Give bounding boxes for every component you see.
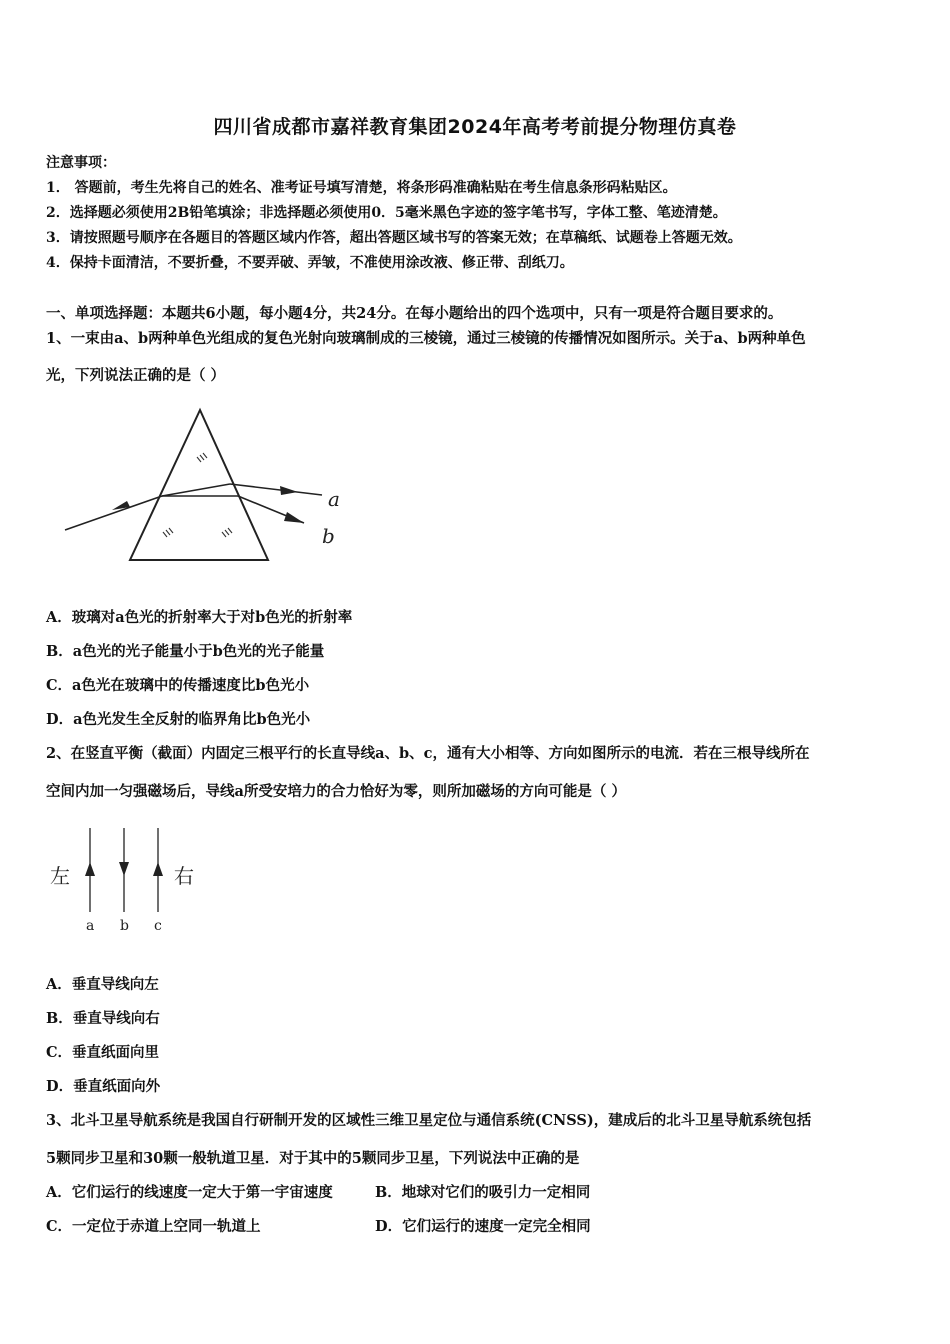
question-2-line-1: 2、在竖直平衡（截面）内固定三根平行的长直导线a、b、c，通有大小相等、方向如图所示的电流．若在三根导线所在 (46, 745, 810, 762)
question-1-line-2: 光，下列说法正确的是（ ） (46, 367, 226, 384)
q1-option-b: B．a色光的光子能量小于b色光的光子能量 (46, 643, 325, 660)
q1-option-c: C．a色光在玻璃中的传播速度比b色光小 (46, 677, 310, 694)
notice-item: 1． 答题前，考生先将自己的姓名、准考证号填写清楚，将条形码准确粘贴在考生信息条形码粘贴区。 (46, 180, 677, 196)
q3-option-a: A．它们运行的线速度一定大于第一宇宙速度 (46, 1184, 333, 1201)
question-3-line-1: 3、北斗卫星导航系统是我国自行研制开发的区域性三维卫星定位与通信系统(CNSS)，建成后的北斗卫星导航系统包括 (46, 1112, 812, 1129)
notice-item: 3．请按照题号顺序在各题目的答题区域内作答，超出答题区域书写的答案无效；在草稿纸、试题卷上答题无效。 (46, 230, 742, 246)
question-1-line-1: 1、一束由a、b两种单色光组成的复色光射向玻璃制成的三棱镜，通过三棱镜的传播情况如图所示。关于a、b两种单色 (46, 330, 806, 347)
notice-item: 2．选择题必须使用2B铅笔填涂；非选择题必须使用0．5毫米黑色字迹的签字笔书写，字体工整、笔迹清楚。 (46, 205, 727, 221)
right-label: 右 (174, 864, 194, 888)
left-label: 左 (50, 864, 70, 888)
wire-label-b: b (120, 918, 129, 934)
q2-option-a: A．垂直导线向左 (46, 976, 159, 993)
page-title: 四川省成都市嘉祥教育集团2024年高考考前提分物理仿真卷 (213, 116, 737, 138)
q3-option-c: C．一定位于赤道上空同一轨道上 (46, 1218, 261, 1235)
question-2-line-2: 空间内加一匀强磁场后，导线a所受安培力的合力恰好为零，则所加磁场的方向可能是（ ） (46, 783, 626, 800)
wire-b-arrow-down (119, 862, 129, 876)
emergent-ray-a (230, 484, 322, 495)
ray-label-b: b (322, 524, 335, 548)
emergent-arrow-b (284, 512, 304, 523)
q1-option-d: D．a色光发生全反射的临界角比b色光小 (46, 711, 311, 728)
question-3-line-2: 5颗同步卫星和30颗一般轨道卫星．对于其中的5颗同步卫星，下列说法中正确的是 (46, 1150, 580, 1167)
q2-option-b: B．垂直导线向右 (46, 1010, 160, 1027)
section-heading: 一、单项选择题：本题共6小题，每小题4分，共24分。在每小题给出的四个选项中，只有一项是符合题目要求的。 (46, 305, 783, 322)
wire-label-a: a (86, 918, 95, 934)
q2-option-c: C．垂直纸面向里 (46, 1044, 160, 1061)
emergent-arrow-a (280, 486, 298, 495)
wire-a-arrow-up (85, 862, 95, 876)
wire-c-arrow-up (153, 862, 163, 876)
wires-diagram (40, 820, 220, 940)
q2-option-d: D．垂直纸面向外 (46, 1078, 161, 1095)
inner-ray-a (162, 484, 230, 496)
q3-option-d: D．它们运行的速度一定完全相同 (375, 1218, 591, 1235)
q1-option-a: A．玻璃对a色光的折射率大于对b色光的折射率 (46, 609, 353, 626)
notice-item: 4．保持卡面清洁，不要折叠，不要弄破、弄皱，不准使用涂改液、修正带、刮纸刀。 (46, 255, 574, 271)
notice-heading: 注意事项： (46, 155, 116, 171)
prism-triangle (130, 410, 268, 560)
prism-diagram (60, 400, 360, 570)
ray-label-a: a (328, 487, 340, 511)
q3-option-b: B．地球对它们的吸引力一定相同 (375, 1184, 591, 1201)
wire-label-c: c (154, 918, 162, 934)
